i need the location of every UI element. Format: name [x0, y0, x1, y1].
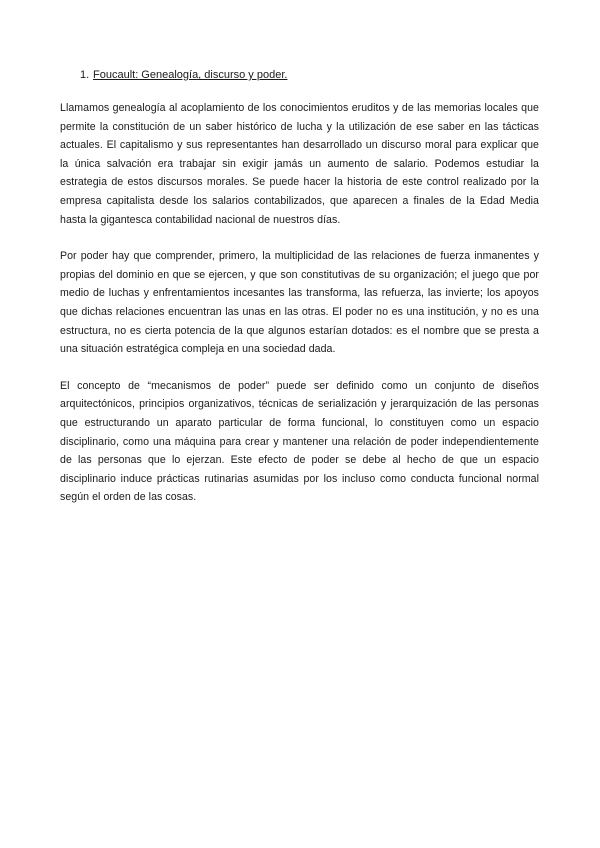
heading-number: 1.	[80, 69, 90, 81]
paragraph-mechanisms: El concepto de “mecanismos de poder” puede ser definido como un conjunto de diseños arquitectónicos, principios organizativos, técnicas de serialización y jerarquización de las personas que estructurando un aparato particular de forma funcional, lo constituyen como un espacio disciplinario, como una máquina para crear y mantener una relación de poder independientemente de las personas que lo ejerzan. Este efecto de poder se debe al hecho de que un espacio disciplinario induce prácticas rutinarias asumidas por los incluso como conducta funcional normal según el orden de las cosas.	[60, 379, 539, 504]
paragraph-power: Por poder hay que comprender, primero, la multiplicidad de las relaciones de fuerza inmanentes y propias del dominio en que se ejercen, y que son constitutivas de su organización; el juego que por medio de luchas y enfrentamientos incesantes las transforma, las refuerza, las invierte; los apoyos que dichas relaciones encuentran las unas en las otras. El poder no es una institución, y no es una estructura, no es cierta potencia de la que algunos estarían dotados: es el nombre que se presta a una situación estratégica compleja en una sociedad dada.	[60, 250, 539, 356]
section-heading	[80, 66, 539, 84]
paragraph-genealogy: Llamamos genealogía al acoplamiento de los conocimientos eruditos y de las memorias locales que permite la constitución de un saber histórico de lucha y la utilización de ese saber en las tácticas actuales. El capitalismo y sus representantes han desarrollado un discurso moral para explicar que la única salvación era trabajar sin exigir jamás un aumento de salario. Podemos estudiar la estrategia de estos discursos morales. Se puede hacer la historia de este control realizado por la empresa capitalista desde los salarios contabilizados, que aparecen a finales de la Edad Media hasta la gigantesca contabilidad nacional de nuestros días.	[60, 102, 539, 226]
heading-title: Foucault: Genealogía, discurso y poder.	[93, 69, 288, 81]
document-page	[60, 66, 539, 525]
